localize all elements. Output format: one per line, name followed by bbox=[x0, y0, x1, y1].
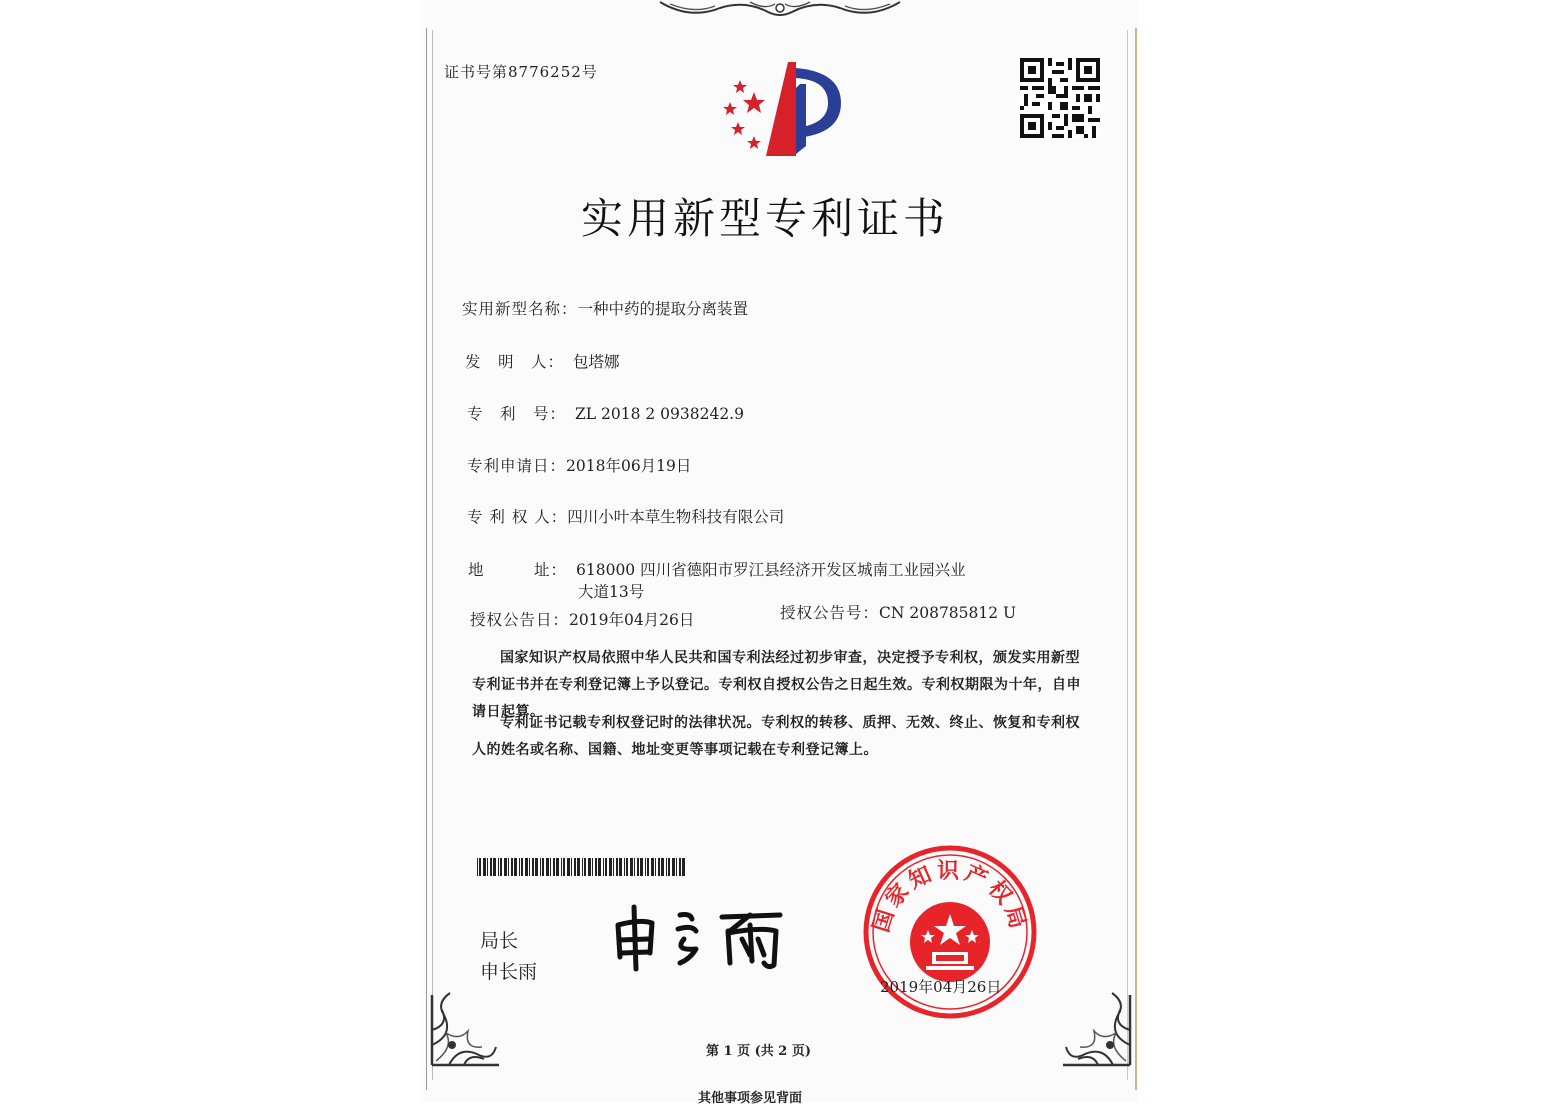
filing-date-row bbox=[467, 454, 691, 476]
utility-model-name-value: 一种中药的提取分离装置 bbox=[577, 300, 749, 318]
qr-code-icon bbox=[1020, 57, 1100, 139]
body-paragraph-1: 国家知识产权局依照中华人民共和国专利法经过初步审查，决定授予专利权，颁发实用新型专利证书并在专利登记簿上予以登记。专利权自授权公告之日起生效。专利权期限为十年，自申请日起算。 bbox=[472, 650, 1081, 720]
body-paragraph-2: 专利证书记载专利权登记时的法律状况。专利权的转移、质押、无效、终止、恢复和专利权人的姓名或名称、国籍、地址变更等事项记载在专利登记簿上。 bbox=[472, 715, 1080, 758]
footer-note: 其他事项参见背面 bbox=[698, 1091, 803, 1106]
inventor-row bbox=[465, 350, 620, 372]
address-row bbox=[468, 558, 966, 580]
director-name: 申长雨 bbox=[480, 961, 538, 983]
grant-date-value: 2019年04月26日 bbox=[569, 611, 695, 629]
barcode-icon bbox=[477, 858, 687, 876]
patentee-value: 四川小叶本草生物科技有限公司 bbox=[567, 508, 785, 526]
inventor-value: 包塔娜 bbox=[573, 353, 620, 371]
grant-number-label: 授权公告号： bbox=[780, 604, 880, 622]
director-signature bbox=[600, 895, 800, 975]
patent-number-label: 专 利 号： bbox=[467, 405, 567, 423]
filing-date-value: 2018年06月19日 bbox=[566, 457, 692, 475]
patentee-label: 专 利 权 人： bbox=[467, 508, 568, 526]
patent-number-row bbox=[467, 402, 744, 424]
svg-text:国家知识产权局: 国家知识产权局 bbox=[868, 859, 1032, 936]
seal-date: 2019年04月26日 bbox=[880, 978, 1002, 996]
certificate-title: 实用新型专利证书 bbox=[580, 194, 949, 243]
grant-number-row bbox=[780, 601, 1016, 623]
address-value-line2: 大道13号 bbox=[578, 583, 645, 601]
certificate-number: 证书号第8776252号 bbox=[444, 63, 598, 81]
grant-date-label: 授权公告日： bbox=[470, 611, 570, 629]
top-ornament-icon bbox=[650, 0, 910, 22]
grant-number-value: CN 208785812 U bbox=[879, 604, 1017, 622]
corner-ornament-icon bbox=[1058, 975, 1138, 1070]
corner-ornament-icon bbox=[424, 975, 504, 1070]
page-number: 第 1 页 (共 2 页) bbox=[706, 1044, 812, 1059]
patent-number-value: ZL 2018 2 0938242.9 bbox=[575, 405, 744, 423]
address-value-line1: 618000 四川省德阳市罗江县经济开发区城南工业园兴业 bbox=[576, 561, 966, 579]
filing-date-label: 专利申请日： bbox=[467, 457, 567, 475]
patentee-row bbox=[467, 505, 784, 527]
address-label: 地 址： bbox=[468, 561, 568, 579]
inventor-label: 发 明 人： bbox=[465, 353, 565, 371]
patent-office-logo-icon bbox=[716, 58, 846, 160]
grant-date-row bbox=[470, 608, 694, 630]
director-title: 局长 bbox=[480, 930, 519, 952]
utility-model-name-row bbox=[462, 297, 748, 319]
utility-model-name-label: 实用新型名称： bbox=[462, 300, 578, 318]
